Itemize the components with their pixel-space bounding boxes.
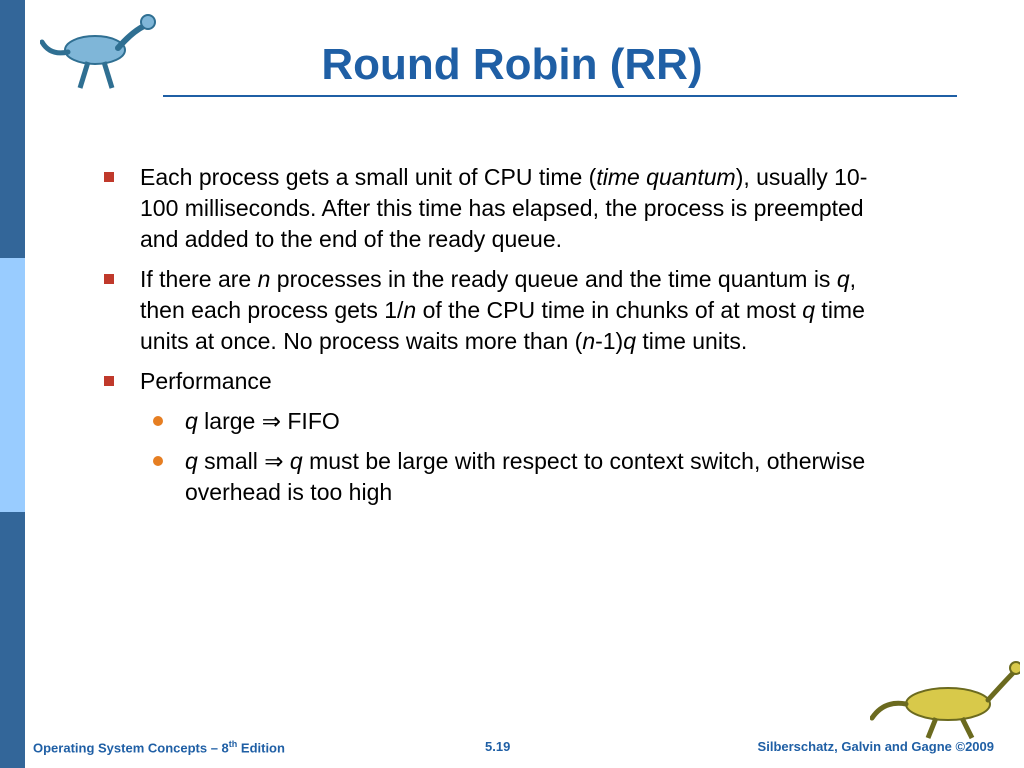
italic-text: q	[289, 448, 303, 474]
text: of the CPU time in chunks of at most	[416, 297, 803, 323]
sub-bullet-item	[100, 446, 900, 508]
left-bar-top	[0, 0, 25, 258]
italic-text: n	[403, 297, 417, 323]
text: If there are	[140, 266, 258, 292]
bullet-list	[100, 162, 900, 517]
bullet-item	[100, 162, 900, 255]
title-divider	[163, 95, 957, 97]
page-title: Round Robin (RR)	[321, 40, 703, 89]
circle-bullet-icon	[153, 456, 163, 466]
italic-text: q	[185, 448, 198, 474]
bullet-item	[100, 366, 900, 397]
text: processes in the ready queue and the time quantum is	[270, 266, 837, 292]
sub-bullet-item	[100, 406, 900, 437]
text: small ⇒	[197, 448, 290, 474]
footer-right: Silberschatz, Galvin and Gagne ©2009	[757, 739, 994, 754]
text: time units.	[636, 328, 748, 354]
square-bullet-icon	[104, 376, 114, 386]
square-bullet-icon	[104, 172, 114, 182]
page-number: 5.19	[485, 739, 511, 754]
text: , then each process gets 1/	[140, 266, 857, 323]
bullet-item	[100, 264, 900, 357]
text: must be large with respect to context switch, otherwise overhead is too high	[185, 448, 866, 505]
italic-text: q	[802, 297, 816, 323]
italic-text: q	[185, 408, 198, 434]
italic-text: time quantum	[596, 164, 736, 190]
square-bullet-icon	[104, 274, 114, 284]
text: Each process gets a small unit of CPU time (	[140, 164, 597, 190]
italic-text: q	[836, 266, 850, 292]
text: Performance	[140, 368, 272, 394]
italic-text: n	[582, 328, 596, 354]
circle-bullet-icon	[153, 416, 163, 426]
footer-left-text: Operating System Concepts – 8	[33, 740, 229, 756]
italic-text: q	[623, 328, 637, 354]
text: large ⇒ FIFO	[197, 408, 340, 434]
text: ), usually 10-100 milliseconds. After this time has elapsed, the process is preempted and added to the end of the ready queue.	[140, 164, 868, 252]
text: -1)	[595, 328, 624, 354]
text: time units at once. No process waits more than (	[140, 297, 865, 354]
footer-left-suffix: Edition	[237, 740, 285, 756]
italic-text: n	[257, 266, 271, 292]
footer-left-superscript: th	[228, 739, 238, 749]
left-bar-bottom	[0, 512, 25, 768]
dinosaur-footer-icon	[870, 660, 1020, 740]
footer-left	[33, 739, 285, 763]
left-bar-middle	[0, 258, 25, 512]
